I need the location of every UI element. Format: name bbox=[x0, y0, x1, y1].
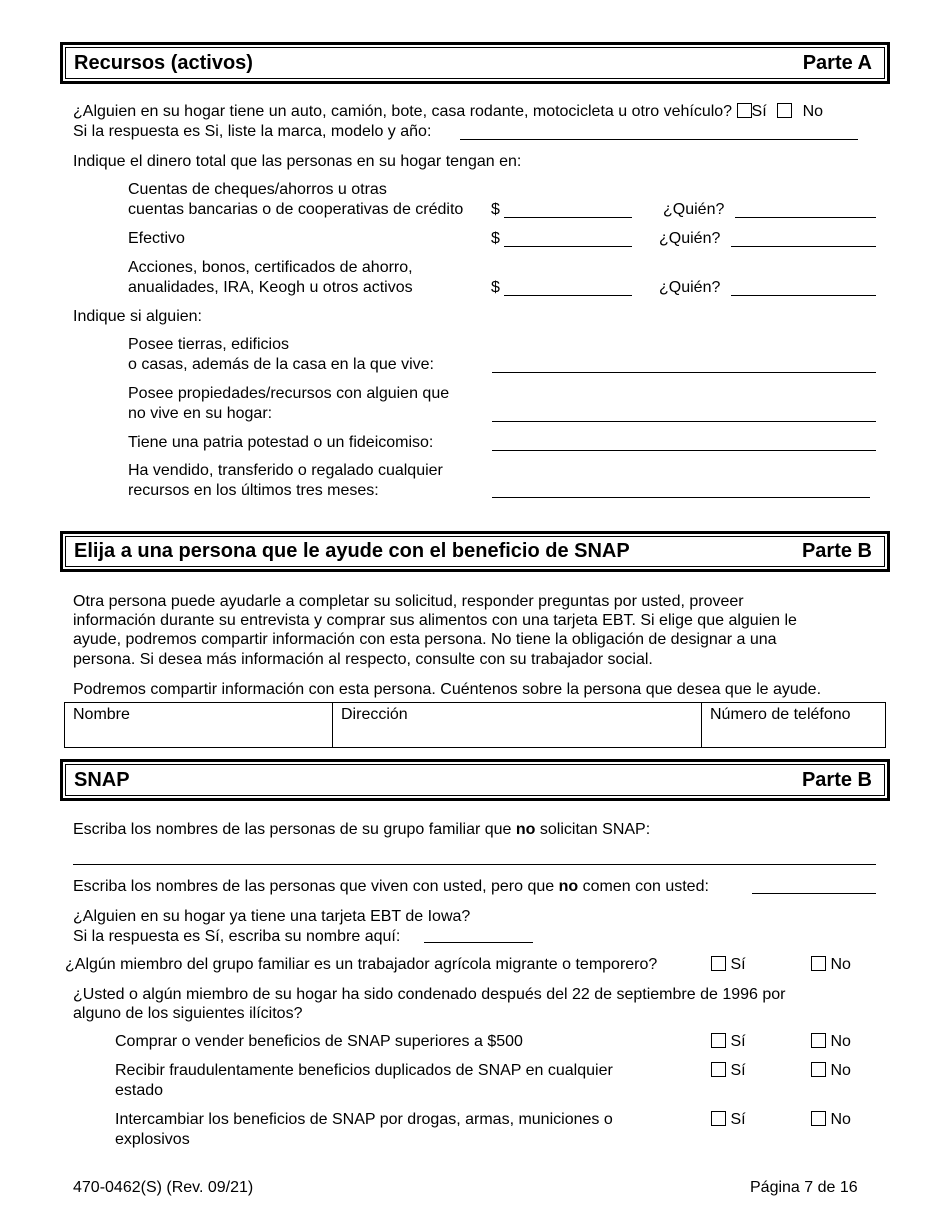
migrant-yes-checkbox[interactable] bbox=[711, 956, 726, 971]
trust-label: Tiene una patria potestad o un fideicomiso: bbox=[128, 434, 434, 451]
stocks-who-field[interactable] bbox=[731, 295, 876, 296]
vehicle-no-checkbox[interactable] bbox=[777, 103, 792, 118]
section-title: Elija a una persona que le ayude con el beneficio de SNAP bbox=[74, 540, 630, 562]
land-field[interactable] bbox=[492, 372, 876, 373]
property-field[interactable] bbox=[492, 421, 876, 422]
accounts-label-1: Cuentas de cheques/ahorros u otras bbox=[128, 181, 387, 198]
cash-label: Efectivo bbox=[128, 230, 185, 247]
not-eating-field[interactable] bbox=[752, 893, 876, 894]
ebt-followup: Si la respuesta es Sí, escriba su nombre aquí: bbox=[73, 928, 401, 945]
dollar-sign: $ bbox=[491, 201, 500, 218]
accounts-who-field[interactable] bbox=[735, 217, 876, 218]
trade-label-2: explosivos bbox=[115, 1131, 190, 1148]
who-label: ¿Quién? bbox=[659, 230, 721, 247]
dollar-sign: $ bbox=[491, 230, 500, 247]
someone-intro: Indique si alguien: bbox=[73, 308, 202, 325]
duplicate-yes-checkbox[interactable] bbox=[711, 1062, 726, 1077]
buy-sell-yes: Sí bbox=[711, 1032, 746, 1052]
money-intro: Indique el dinero total que las personas en su hogar tengan en: bbox=[73, 153, 522, 170]
land-label-1: Posee tierras, edificios bbox=[128, 336, 289, 353]
helper-name-cell[interactable]: Nombre bbox=[65, 703, 333, 747]
cash-amount-field[interactable] bbox=[504, 246, 632, 247]
stocks-label-1: Acciones, bonos, certificados de ahorro, bbox=[128, 259, 413, 276]
migrant-question: ¿Algún miembro del grupo familiar es un trabajador agrícola migrante o temporero? bbox=[65, 956, 658, 973]
duplicate-label-2: estado bbox=[115, 1082, 164, 1099]
section-title: Recursos (activos) bbox=[74, 51, 253, 74]
property-label-1: Posee propiedades/recursos con alguien que bbox=[128, 385, 450, 402]
helper-address-cell[interactable]: Dirección bbox=[333, 703, 702, 747]
cash-who-field[interactable] bbox=[731, 246, 876, 247]
trade-no-checkbox[interactable] bbox=[811, 1111, 826, 1126]
vehicle-details-field[interactable] bbox=[460, 139, 858, 140]
section-part: Parte B bbox=[801, 768, 872, 791]
section-title: SNAP bbox=[74, 768, 130, 791]
duplicate-no-checkbox[interactable] bbox=[811, 1062, 826, 1077]
property-label-2: no vive en su hogar: bbox=[128, 405, 273, 422]
buy-sell-label: Comprar o vender beneficios de SNAP superiores a $500 bbox=[115, 1033, 523, 1050]
trade-label-1: Intercambiar los beneficios de SNAP por drogas, armas, municiones o bbox=[115, 1111, 613, 1128]
helper-paragraph-line: persona. Si desea más información al respecto, consulte con su trabajador social. bbox=[73, 651, 653, 668]
migrant-no: No bbox=[811, 955, 851, 975]
section-header-snap bbox=[60, 759, 890, 801]
vehicle-question: ¿Alguien en su hogar tiene un auto, camión, bote, casa rodante, motocicleta u otro vehículo? Sí No bbox=[73, 103, 824, 120]
section-header-snap-helper bbox=[60, 531, 890, 572]
buy-sell-no: No bbox=[811, 1032, 851, 1052]
accounts-label-2: cuentas bancarias o de cooperativas de crédito bbox=[128, 201, 464, 218]
who-label: ¿Quién? bbox=[663, 201, 725, 218]
vehicle-followup-label: Si la respuesta es Si, liste la marca, modelo y año: bbox=[73, 123, 432, 140]
trust-field[interactable] bbox=[492, 450, 876, 451]
sold-label-2: recursos en los últimos tres meses: bbox=[128, 482, 379, 499]
section-part: Parte B bbox=[801, 540, 872, 562]
ebt-name-field[interactable] bbox=[424, 942, 533, 943]
not-eating-label: Escriba los nombres de las personas que viven con usted, pero que no comen con usted: bbox=[73, 878, 709, 895]
sold-label-1: Ha vendido, transferido o regalado cualquier bbox=[128, 462, 443, 479]
form-id: 470-0462(S) (Rev. 09/21) bbox=[73, 1179, 254, 1196]
sold-field[interactable] bbox=[492, 497, 870, 498]
ebt-question: ¿Alguien en su hogar ya tiene una tarjeta EBT de Iowa? bbox=[73, 908, 471, 925]
trade-yes-checkbox[interactable] bbox=[711, 1111, 726, 1126]
buy-sell-yes-checkbox[interactable] bbox=[711, 1033, 726, 1048]
trade-no: No bbox=[811, 1110, 851, 1130]
migrant-no-checkbox[interactable] bbox=[811, 956, 826, 971]
duplicate-yes: Sí bbox=[711, 1061, 746, 1081]
helper-paragraph-line: Otra persona puede ayudarle a completar su solicitud, responder preguntas por usted, proveer bbox=[73, 593, 744, 610]
trade-yes: Sí bbox=[711, 1110, 746, 1130]
buy-sell-no-checkbox[interactable] bbox=[811, 1033, 826, 1048]
convicted-question-1: ¿Usted o algún miembro de su hogar ha sido condenado después del 22 de septiembre de 1996 por bbox=[73, 986, 786, 1003]
dollar-sign: $ bbox=[491, 279, 500, 296]
vehicle-yes-checkbox[interactable] bbox=[737, 103, 752, 118]
section-header-recursos bbox=[60, 42, 890, 84]
stocks-label-2: anualidades, IRA, Keogh u otros activos bbox=[128, 279, 413, 296]
duplicate-no: No bbox=[811, 1061, 851, 1081]
helper-paragraph-line: ayude, podremos compartir información con esta persona. No tiene la obligación de designar a una bbox=[73, 631, 777, 648]
helper-phone-cell[interactable]: Número de teléfono bbox=[710, 706, 851, 723]
page-number: Página 7 de 16 bbox=[750, 1179, 858, 1196]
land-label-2: o casas, además de la casa en la que vive: bbox=[128, 356, 434, 373]
who-label: ¿Quién? bbox=[659, 279, 721, 296]
share-info-text: Podremos compartir información con esta persona. Cuéntenos sobre la persona que desea que le ayude. bbox=[73, 681, 822, 698]
convicted-question-2: alguno de los siguientes ilícitos? bbox=[73, 1005, 303, 1022]
not-applying-label: Escriba los nombres de las personas de su grupo familiar que no solicitan SNAP: bbox=[73, 821, 651, 838]
not-applying-field[interactable] bbox=[73, 864, 876, 865]
stocks-amount-field[interactable] bbox=[504, 295, 632, 296]
migrant-yes: Sí bbox=[711, 955, 746, 975]
helper-contact-table bbox=[64, 702, 886, 748]
duplicate-label-1: Recibir fraudulentamente beneficios duplicados de SNAP en cualquier bbox=[115, 1062, 613, 1079]
helper-paragraph-line: información durante su entrevista y comprar sus alimentos con una tarjeta EBT. Si elige que alguien le bbox=[73, 612, 797, 629]
section-part: Parte A bbox=[802, 51, 872, 74]
accounts-amount-field[interactable] bbox=[504, 217, 632, 218]
